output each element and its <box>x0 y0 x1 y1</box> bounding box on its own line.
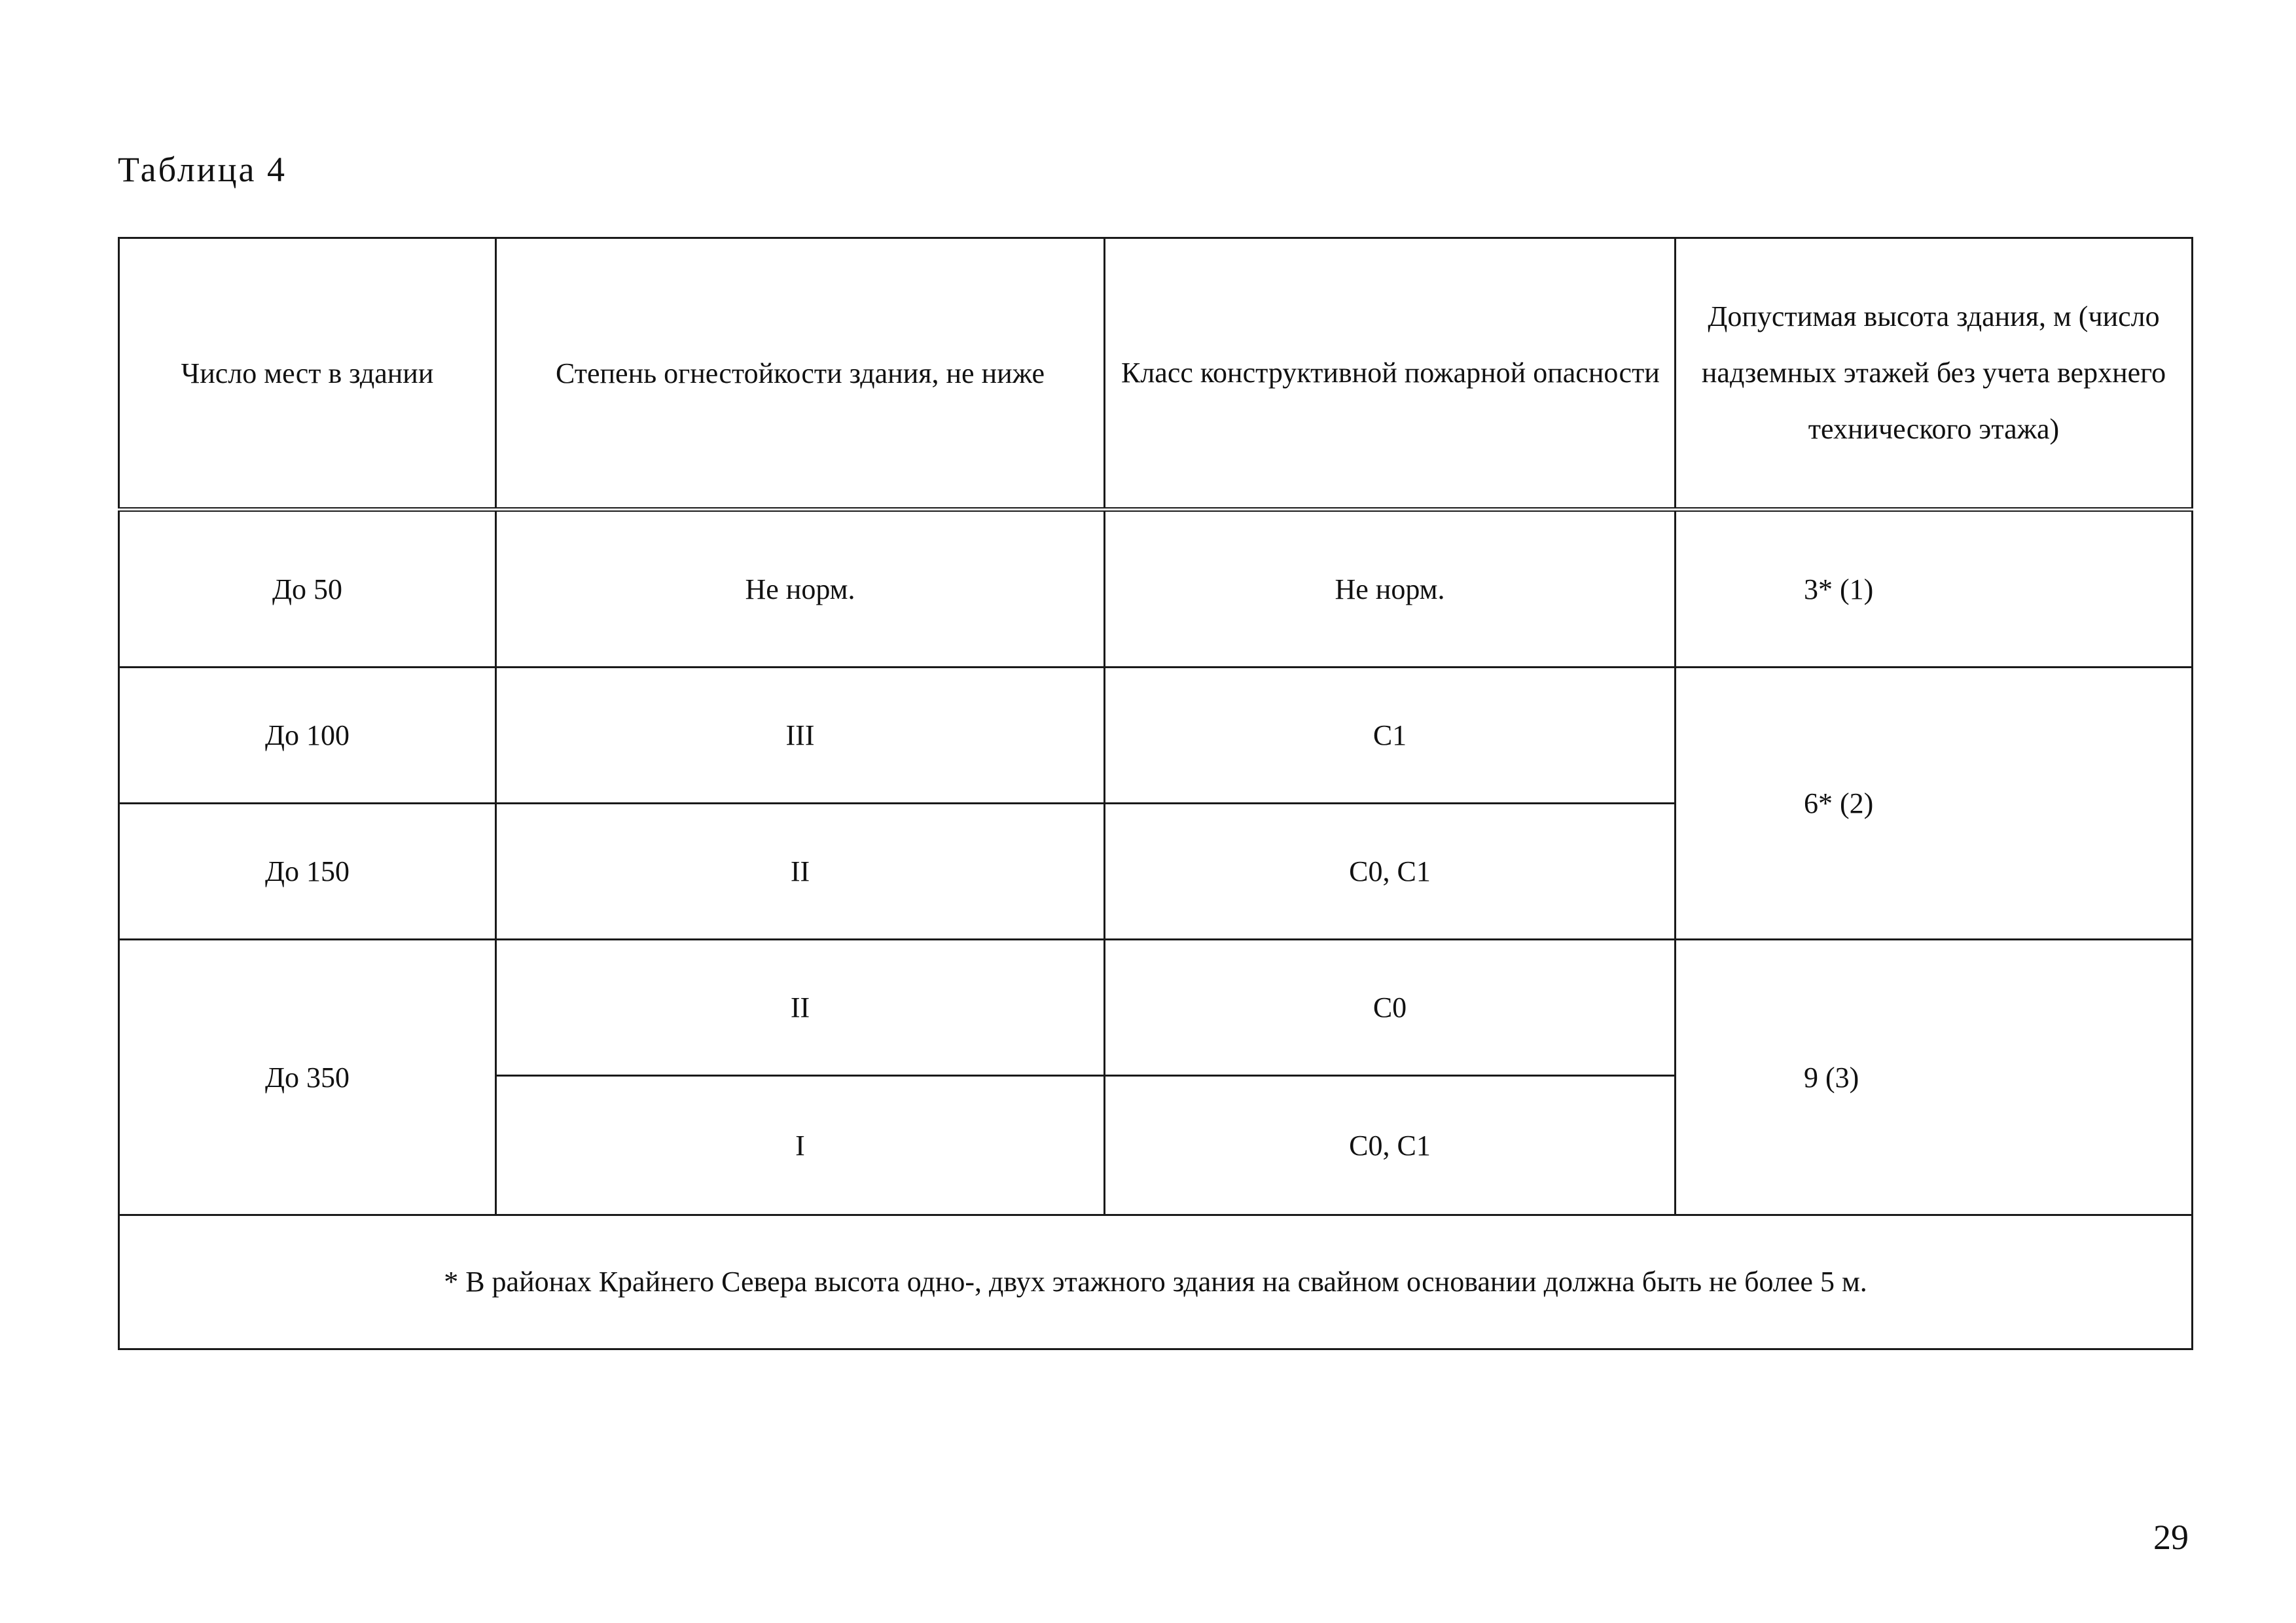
cell-seats: До 100 <box>119 668 496 804</box>
cell-fire-class: С1 <box>1105 668 1676 804</box>
table-row <box>119 940 2193 1076</box>
table-caption: Таблица 4 <box>118 150 287 189</box>
table-header-row <box>119 238 2193 510</box>
fire-safety-table <box>118 237 2193 1350</box>
cell-height: 3* (1) <box>1676 510 2193 668</box>
page-number: 29 <box>2153 1518 2189 1557</box>
cell-seats: До 150 <box>119 804 496 940</box>
cell-seats: До 350 <box>119 940 496 1215</box>
table-row <box>119 510 2193 668</box>
header-height: Допустимая высота здания, м (число надземных этажей без учета верхнего технического этажа) <box>1676 238 2193 510</box>
cell-height: 9 (3) <box>1676 940 2193 1215</box>
cell-fire-class: С0 <box>1105 940 1676 1076</box>
cell-fire-resistance: II <box>496 940 1105 1076</box>
cell-fire-class: С0, С1 <box>1105 804 1676 940</box>
table-footnote: * В районах Крайнего Севера высота одно-, двух этажного здания на свайном основании должна быть не более 5 м. <box>119 1215 2193 1349</box>
header-fire-class: Класс конструктивной пожарной опасности <box>1105 238 1676 510</box>
table-footnote-row <box>119 1215 2193 1349</box>
cell-seats: До 50 <box>119 510 496 668</box>
cell-fire-resistance: III <box>496 668 1105 804</box>
cell-fire-resistance: II <box>496 804 1105 940</box>
cell-fire-resistance: I <box>496 1076 1105 1215</box>
cell-fire-class: Не норм. <box>1105 510 1676 668</box>
cell-fire-resistance: Не норм. <box>496 510 1105 668</box>
header-seats: Число мест в здании <box>119 238 496 510</box>
cell-fire-class: С0, С1 <box>1105 1076 1676 1215</box>
table-row <box>119 668 2193 804</box>
header-fire-resistance: Степень огнестойкости здания, не ниже <box>496 238 1105 510</box>
cell-height: 6* (2) <box>1676 668 2193 940</box>
